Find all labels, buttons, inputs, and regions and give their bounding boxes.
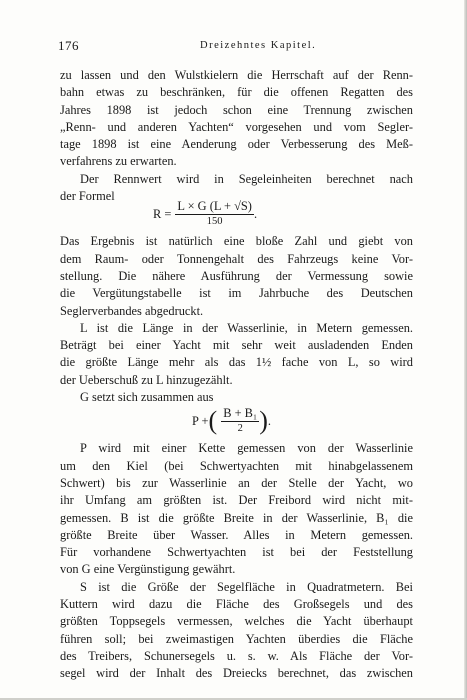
page-body [60,67,413,683]
text-line: segel wird der Inhalt des Dreiecks berechnet, das zwischen [60,666,413,681]
text-line: führen soll; bei zweimastigen Yachten überdies die Fläche [60,631,413,646]
page-number: 176 [58,38,79,53]
text-line: L ist die Länge in der Wasserlinie, in Metern gemessen. [80,320,413,335]
text-line: Beträgt bei einer Yacht mit sehr weit ausladenden Enden [60,338,413,353]
text-line: ihr Umfang am größten ist. Der Freibord wird nicht mit- [60,493,413,508]
text-line: Das Ergebnis ist natürlich eine bloße Zahl und giebt von [60,234,413,249]
formula-lhs: R = [153,206,172,221]
text-line: tage 1898 ist eine Aenderung oder Verbesserung des Meß- [60,137,413,152]
text-line: der Ueberschuß zu L hinzugezählt. [60,372,233,387]
text-line: bahn etwas zu beschränken, für die offenen Regatten des [60,85,413,100]
running-head: Dreizehntes Kapitel. [200,40,317,51]
text-line: S ist die Größe der Segelfläche in Quadratmetern. Bei [80,579,413,594]
text-line: Jahres 1898 ist jedoch schon eine Trennung zwischen [60,102,413,117]
formula-period: . [267,413,272,428]
text-line: dem Raum- oder Tonnengehalt des Fahrzeugs keine Vor- [60,251,413,266]
text-line: verfahrens zu erwarten. [60,154,177,169]
text-line: zu lassen und den Wulstkielern die Herrschaft auf der Renn- [60,68,413,82]
text-line: Für vorhandene Schwertyachten ist bei der Feststellung [60,545,413,560]
text-line: P wird mit einer Kette gemessen von der Wasserlinie [80,441,413,456]
text-line: G setzt sich zusammen aus [80,390,214,405]
text-line: um den Kiel (bei Schwertyachten mit hinabgelassenem [60,458,413,473]
formula-fraction [175,199,254,229]
formula-lhs: P + [192,413,209,428]
text-line: die größte Länge mehr als das 1½ fache von L, so wird [60,355,413,370]
formula-period: . [253,206,258,221]
text-line: größten Toppsegels vermessen, welches die Yacht überhaupt [60,614,413,629]
text-line: die Vergütungstabelle ist im Jahrbuche des Deutschen [60,286,413,301]
formula-denominator: 150 [206,216,223,228]
rating-formula [60,199,413,233]
left-paren: ( [208,406,218,436]
text-line: von G eine Vergünstigung gewährt. [60,562,236,577]
text-line: der Formel [60,189,115,204]
text-line: größte Breite über Wasser. Alles in Metern gemessen. [60,527,413,542]
text-line: „Renn- und anderen Yachten“ vorgesehen und vom Segler- [60,119,413,134]
text-line: gemessen. B ist die größte Breite in der Wasserlinie, B₁ die [60,510,413,525]
text-line: des Treibers, Schunersegels u. s. w. Als Fläche der Vor- [60,648,413,663]
text-line: Kuttern wird dazu die Fläche des Großsegels und des [60,597,413,612]
formula-numerator: L × G (L + √S) [177,199,252,214]
formula-denominator: 2 [237,423,243,435]
text-line: Schwert) bis zur Wasserlinie an der Stelle der Yacht, wo [60,475,413,490]
g-formula [60,406,413,440]
right-paren: ) [259,406,268,436]
formula-fraction [221,406,259,436]
text-line: Seglerverbandes abgedruckt. [60,303,204,318]
formula-numerator: B + B₁ [223,406,258,421]
text-line: stellung. Die nähere Ausführung der Vermessung sowie [60,268,413,283]
text-line: Der Rennwert wird in Segeleinheiten berechnet nach [80,171,413,186]
